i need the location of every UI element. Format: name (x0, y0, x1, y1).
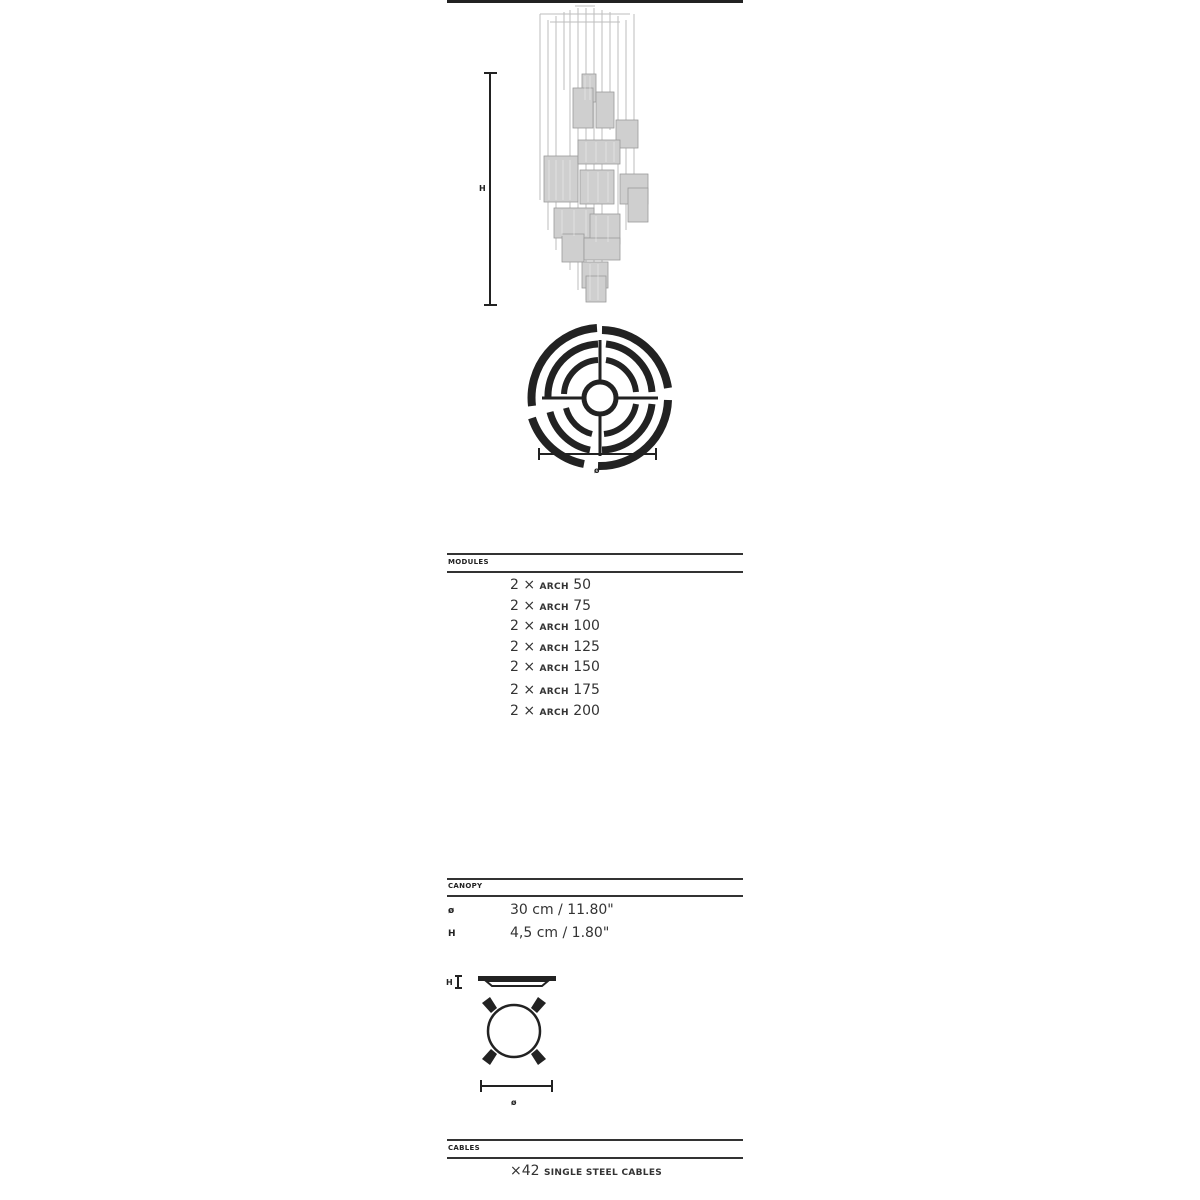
module-item: 2 × ARCH 125 (510, 639, 600, 655)
canopy-bottom-rule (447, 895, 743, 897)
canopy-height-key: H (448, 929, 456, 939)
module-item: 2 × ARCH 50 (510, 577, 592, 593)
modules-title: MODULES (448, 558, 489, 566)
plan-diameter-label: ø (594, 466, 600, 475)
height-dimension-label: H (479, 184, 486, 193)
module-item: 2 × ARCH 175 (510, 682, 600, 698)
module-item: 2 × ARCH 150 (510, 659, 600, 675)
canopy-drawing-diameter-label: ø (511, 1098, 517, 1107)
canopy-plan-drawing (476, 994, 556, 1068)
canopy-top-rule (447, 878, 743, 880)
canopy-title: CANOPY (448, 882, 483, 890)
cables-title: CABLES (448, 1144, 480, 1152)
canopy-diameter-dimension (478, 1078, 556, 1094)
canopy-height-value: 4,5 cm / 1.80" (510, 925, 610, 941)
canopy-diameter-value: 30 cm / 11.80" (510, 902, 614, 918)
chandelier-elevation-drawing (470, 0, 700, 320)
modules-top-rule (447, 553, 743, 555)
cables-spec: ×42 SINGLE STEEL CABLES (510, 1163, 663, 1179)
cables-bottom-rule (447, 1157, 743, 1159)
canopy-drawing-height-label: H (446, 978, 453, 987)
canopy-diameter-key: ø (448, 906, 455, 916)
module-item: 2 × ARCH 100 (510, 618, 600, 634)
modules-bottom-rule (447, 571, 743, 573)
module-item: 2 × ARCH 200 (510, 703, 600, 719)
cables-top-rule (447, 1139, 743, 1141)
canopy-side-drawing (454, 970, 564, 992)
plan-diameter-dimension (536, 446, 660, 462)
module-item: 2 × ARCH 75 (510, 598, 592, 614)
